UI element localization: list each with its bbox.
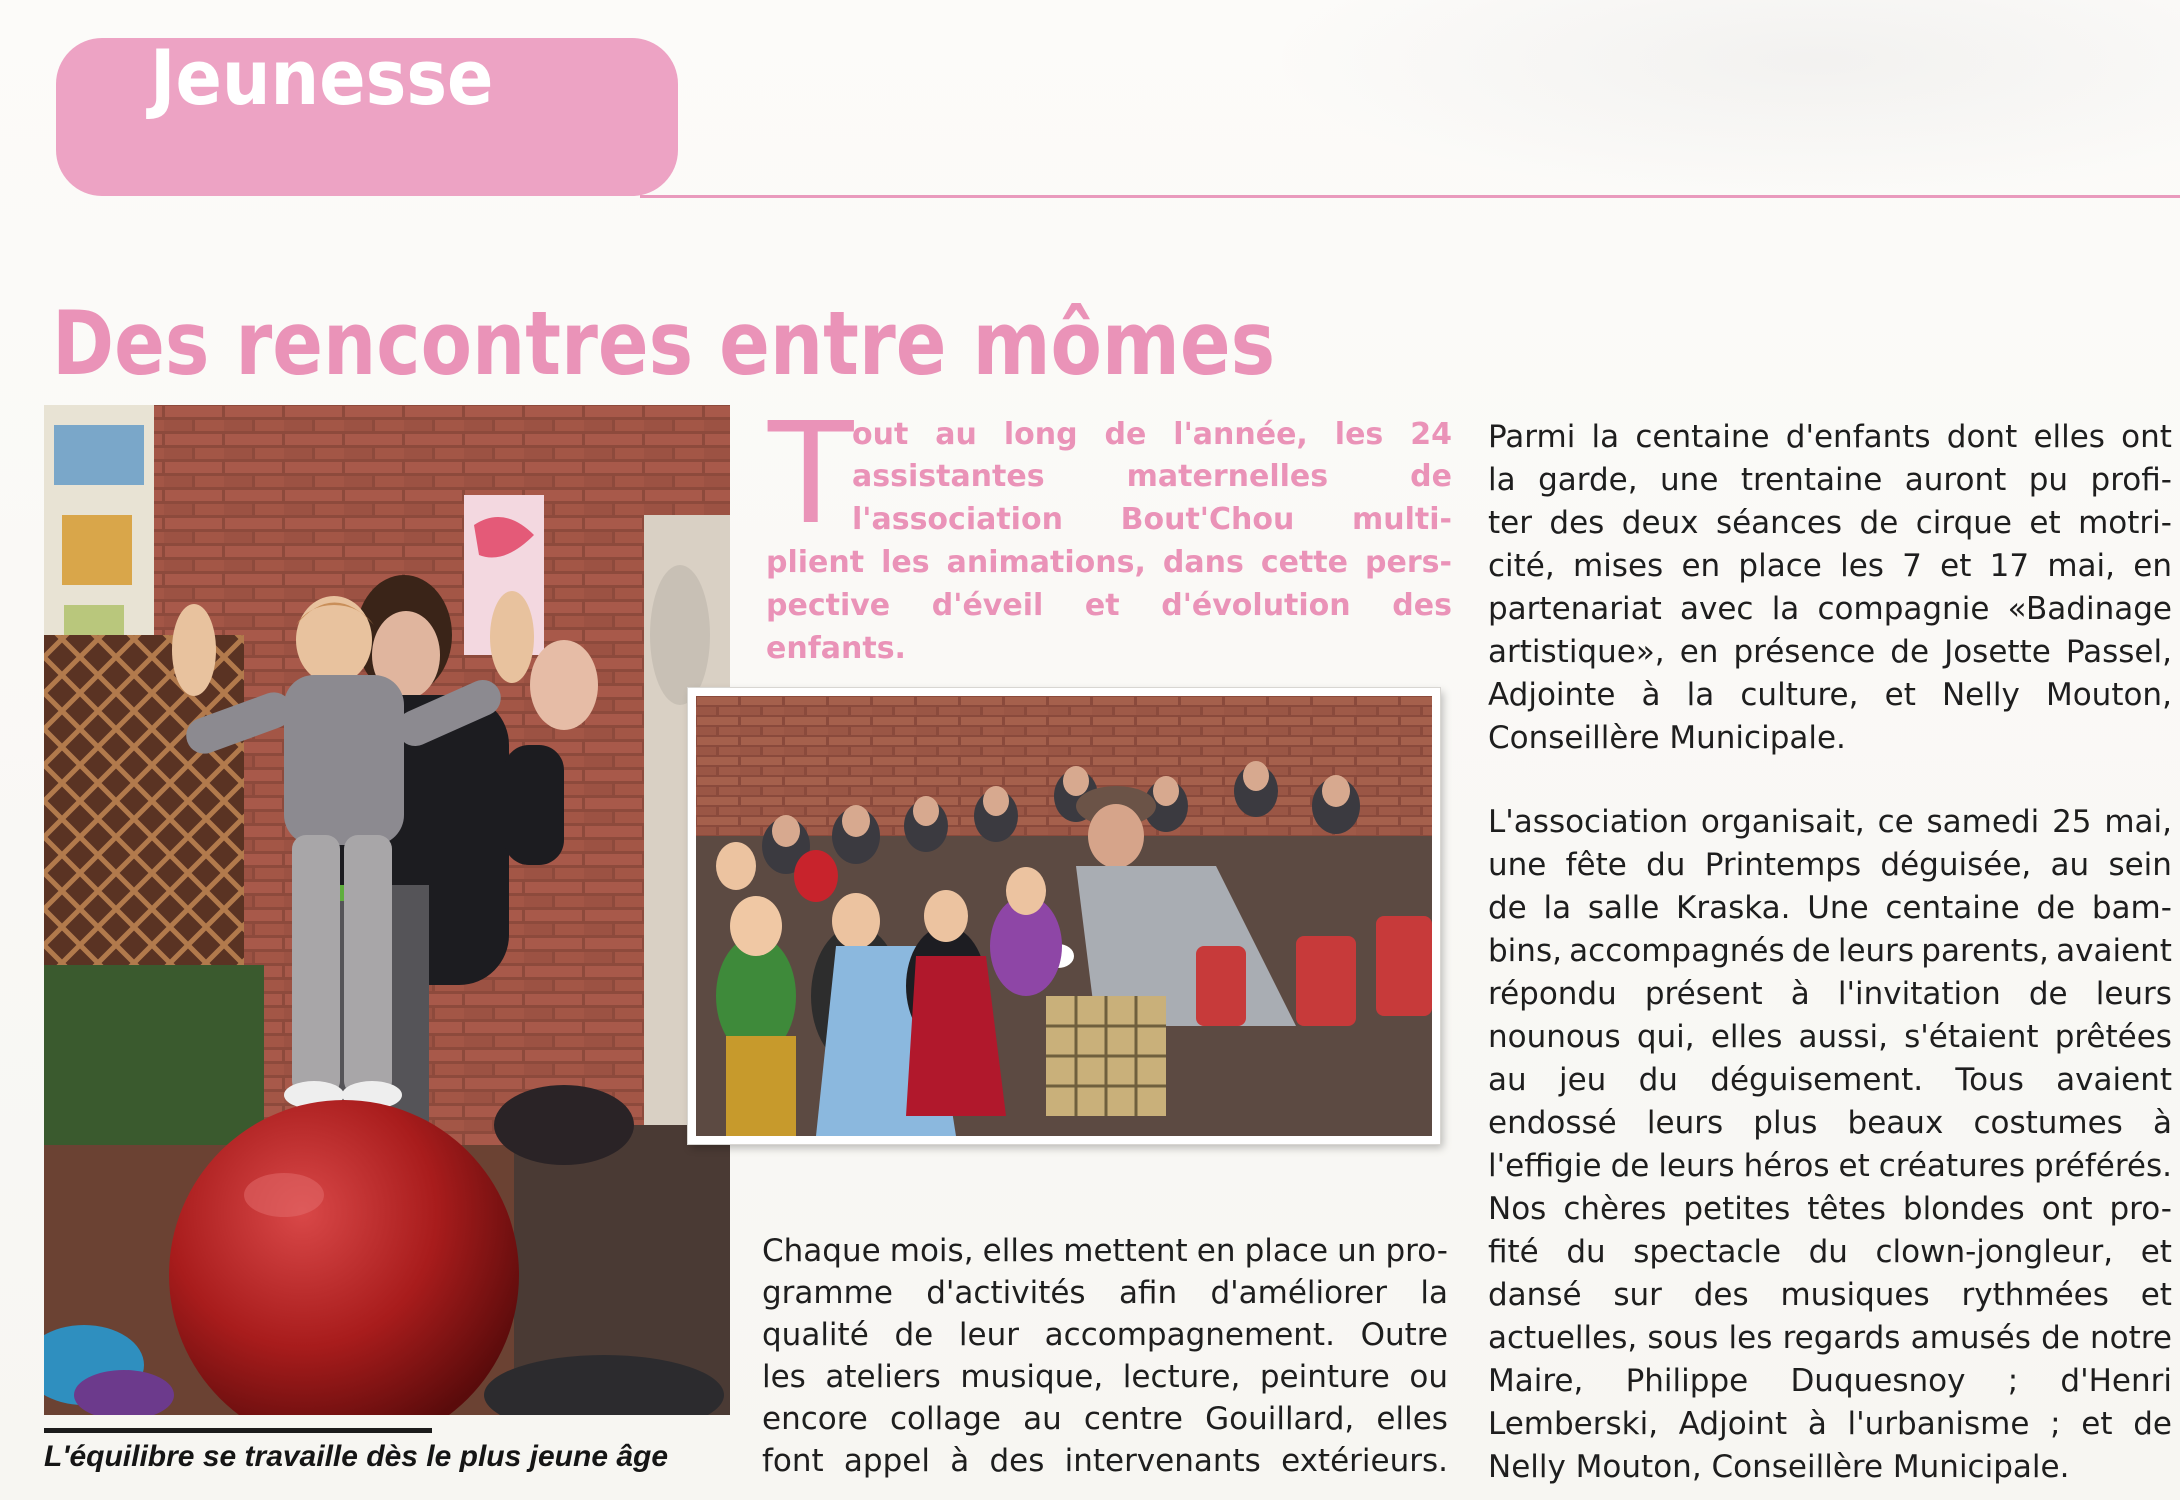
body-line: partenariat avec la compagnie «Badinage	[1488, 591, 2172, 627]
body-line: cité, mises en place les 7 et 17 mai, en	[1488, 548, 2172, 584]
body-line: bins, accompagnés de leurs parents, avaient	[1488, 933, 2172, 969]
intro-dropcap: T	[768, 393, 854, 556]
section-label: Jeunesse	[150, 33, 494, 122]
body-line: Parmi la centaine d'enfants dont elles ont	[1488, 419, 2172, 455]
body-line: les ateliers musique, lecture, peinture ou	[762, 1359, 1448, 1395]
intro-line: pective d'éveil et d'évolution des	[766, 588, 1452, 623]
body-line: artistique», en présence de Josette Passel,	[1488, 634, 2172, 670]
body-line: qualité de leur accompagnement. Outre	[762, 1317, 1448, 1353]
intro-line: l'association Bout'Chou multi-	[852, 502, 1452, 537]
body-line: de la salle Kraska. Une centaine de bam-	[1488, 890, 2172, 926]
intro-line: enfants.	[766, 631, 906, 666]
body-line: L'association organisait, ce samedi 25 mai,	[1488, 804, 2172, 840]
photo-clown-show	[688, 688, 1440, 1144]
body-line: Lemberski, Adjoint à l'urbanisme ; et de	[1488, 1406, 2172, 1442]
body-line: gramme d'activités afin d'améliorer la	[762, 1275, 1448, 1311]
body-line: actuelles, sous les regards amusés de notre	[1488, 1320, 2172, 1356]
body-line: nounous qui, elles aussi, s'étaient prêtées	[1488, 1019, 2172, 1055]
intro-line: assistantes maternelles de	[852, 459, 1452, 494]
caption-rule	[44, 1428, 432, 1433]
body-line: ter des deux séances de cirque et motri-	[1488, 505, 2172, 541]
body-line: répondu présent à l'invitation de leurs	[1488, 976, 2172, 1012]
body-line: endossé leurs plus beaux costumes à	[1488, 1105, 2172, 1141]
body-line: dansé sur des musiques rythmées et	[1488, 1277, 2172, 1313]
article-headline: Des rencontres entre mômes	[52, 292, 1276, 395]
photo-caption: L'équilibre se travaille dès le plus jeune âge	[44, 1440, 669, 1473]
body-line: au jeu du déguisement. Tous avaient	[1488, 1062, 2172, 1098]
body-line: Adjointe à la culture, et Nelly Mouton,	[1488, 677, 2172, 713]
body-line: l'effigie de leurs héros et créatures préférés.	[1488, 1148, 2172, 1184]
body-line: Nos chères petites têtes blondes ont pro-	[1488, 1191, 2172, 1227]
body-line: Nelly Mouton, Conseillère Municipale.	[1488, 1449, 2070, 1485]
body-line: Conseillère Municipale.	[1488, 720, 1846, 756]
body-line: encore collage au centre Gouillard, elles	[762, 1401, 1448, 1437]
body-line: fité du spectacle du clown-jongleur, et	[1488, 1234, 2172, 1270]
body-line: une fête du Printemps déguisée, au sein	[1488, 847, 2172, 883]
intro-line: out au long de l'année, les 24	[852, 417, 1452, 452]
intro-line: plient les animations, dans cette pers-	[766, 545, 1452, 580]
photo-child-balancing	[44, 405, 730, 1415]
body-line: Maire, Philippe Duquesnoy ; d'Henri	[1488, 1363, 2172, 1399]
body-line: la garde, une trentaine auront pu profi-	[1488, 462, 2172, 498]
body-line: font appel à des intervenants extérieurs.	[762, 1443, 1448, 1479]
bleed-through-shadow	[1270, 0, 2180, 200]
body-line: Chaque mois, elles mettent en place un pro-	[762, 1233, 1448, 1269]
section-divider	[640, 195, 2180, 198]
